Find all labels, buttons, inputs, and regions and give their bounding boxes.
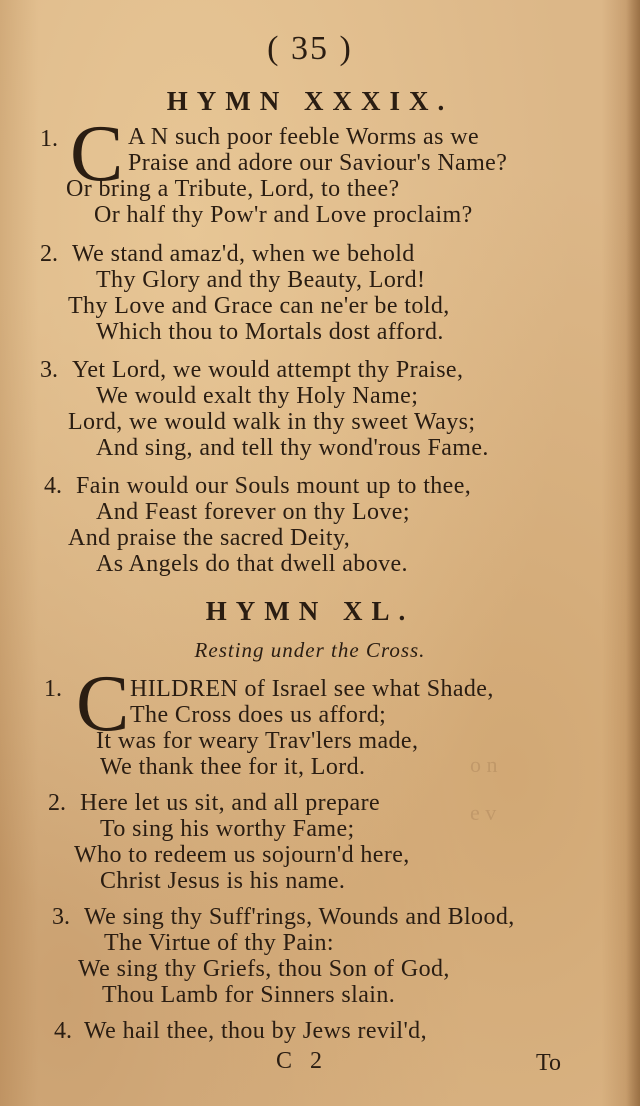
verse-line: We sing thy Suff'rings, Wounds and Blood,	[84, 904, 515, 930]
verse-line: The Virtue of thy Pain:	[104, 930, 334, 956]
verse-number: 2.	[48, 790, 66, 816]
verse-line: And sing, and tell thy wond'rous Fame.	[96, 435, 489, 461]
drop-cap: C	[76, 660, 130, 748]
verse-line: As Angels do that dwell above.	[96, 551, 408, 577]
verse-line: Who to redeem us sojourn'd here,	[74, 842, 410, 868]
verse-line: And praise the sacred Deity,	[68, 525, 351, 551]
hymn-title: HYMN XL.	[205, 596, 415, 626]
page-number: ( 35 )	[267, 30, 353, 67]
verse-number: 1.	[40, 126, 58, 152]
verse-line: HILDREN of Israel see what Shade,	[130, 676, 494, 702]
verse-line: The Cross does us afford;	[130, 702, 387, 728]
verse-line: Thy Glory and thy Beauty, Lord!	[96, 267, 426, 293]
verse-line: It was for weary Trav'lers made,	[96, 728, 419, 754]
verse-line: Lord, we would walk in thy sweet Ways;	[68, 409, 476, 435]
verse-line: Christ Jesus is his name.	[100, 868, 346, 894]
verse-number: 2.	[40, 241, 58, 267]
verse-line: Yet Lord, we would attempt thy Praise,	[72, 357, 464, 383]
verse-line: To sing his worthy Fame;	[100, 816, 355, 842]
verse-number: 4.	[54, 1018, 72, 1044]
bleed-through-text: e v	[470, 800, 497, 825]
verse-line: We hail thee, thou by Jews revil'd,	[84, 1018, 427, 1044]
verse-line: We sing thy Griefs, thou Son of God,	[78, 956, 450, 982]
verse-line: Thy Love and Grace can ne'er be told,	[68, 293, 450, 319]
page-edge-shadow	[626, 0, 640, 1106]
drop-cap: C	[70, 110, 124, 198]
catchword: To	[536, 1050, 561, 1076]
verse-line: Thou Lamb for Sinners slain.	[102, 982, 396, 1008]
verse-number: 1.	[44, 676, 62, 702]
verse-number: 3.	[40, 357, 58, 383]
verse-line: Praise and adore our Saviour's Name?	[128, 150, 508, 176]
verse-line: Here let us sit, and all prepare	[80, 790, 381, 816]
signature-mark: C 2	[276, 1048, 329, 1074]
verse-line: Fain would our Souls mount up to thee,	[76, 473, 472, 499]
bleed-through-text: o n	[470, 752, 498, 777]
verse-line: We thank thee for it, Lord.	[100, 754, 366, 780]
verse-line: A N such poor feeble Worms as we	[128, 124, 480, 150]
verse-line: Or bring a Tribute, Lord, to thee?	[66, 176, 400, 202]
hymn-subtitle: Resting under the Cross.	[194, 638, 426, 662]
verse-line: And Feast forever on thy Love;	[96, 499, 410, 525]
verse-line: Which thou to Mortals dost afford.	[96, 319, 444, 345]
hymn-title: HYMN XXXIX.	[166, 86, 454, 116]
verse-number: 4.	[44, 473, 62, 499]
verse-number: 3.	[52, 904, 70, 930]
verse-line: Or half thy Pow'r and Love proclaim?	[94, 202, 473, 228]
verse-line: We stand amaz'd, when we behold	[72, 241, 415, 267]
verse-line: We would exalt thy Holy Name;	[96, 383, 419, 409]
